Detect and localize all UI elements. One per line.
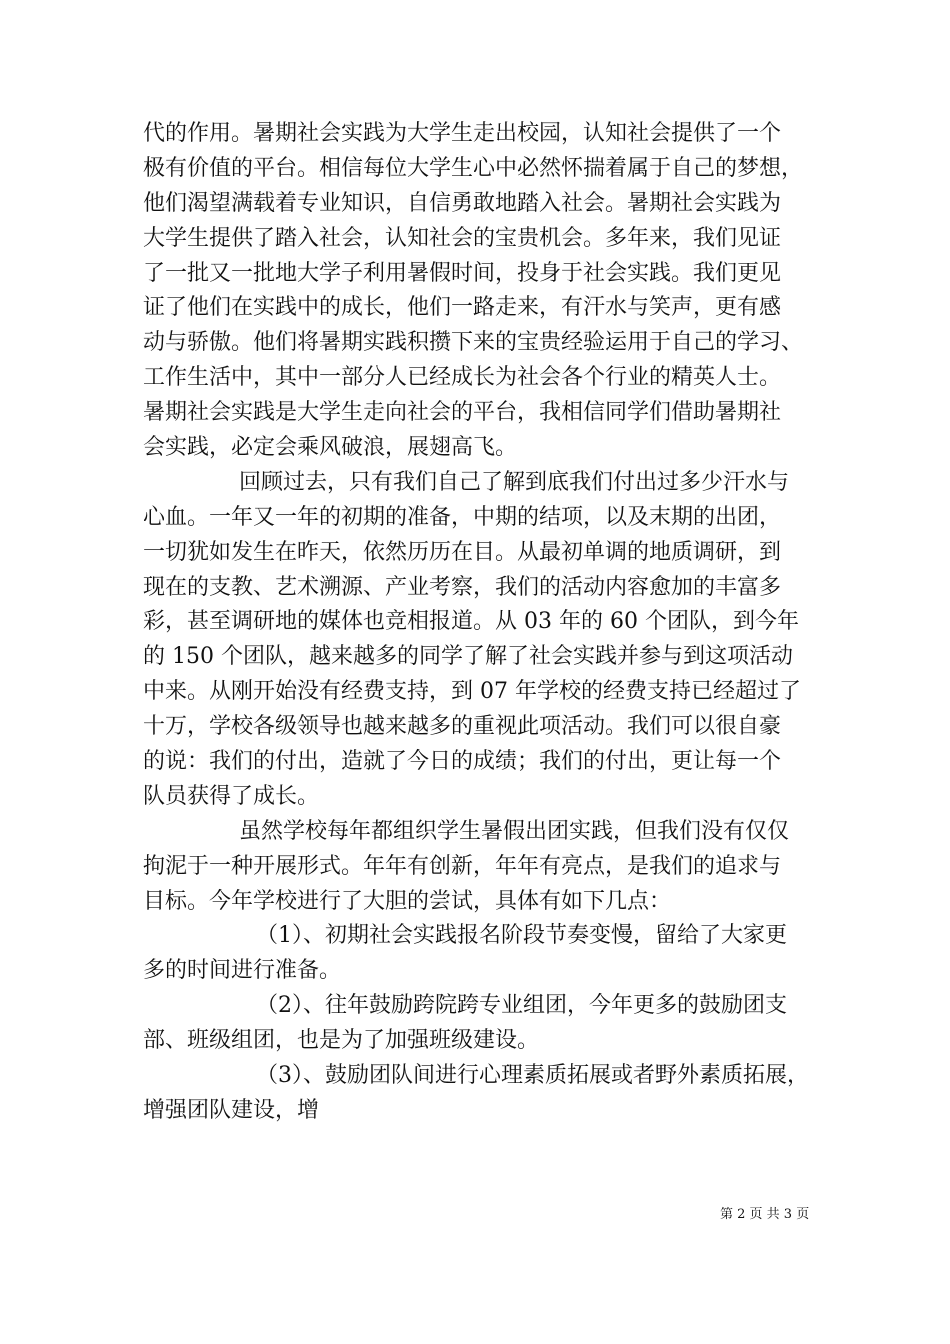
text-line: 部、班级组团，也是为了加强班级建设。 [143,1028,540,1054]
text-line: 多的时间进行准备。 [143,958,342,984]
text-line: 目标。今年学校进行了大胆的尝试，具体有如下几点： [143,888,672,914]
text-line: 工作生活中，其中一部分人已经成长为社会各个行业的精英人士。 [143,365,782,391]
text-line: 心血。一年又一年的初期的准备，中期的结项，以及末期的出团， [143,504,782,530]
text-line: 十万，学校各级领导也越来越多的重视此项活动。我们可以很自豪 [143,714,782,740]
list-item-first-line: （3）、鼓励团队间进行心理素质拓展或者野外素质拓展， [256,1063,809,1089]
text-line: 暑期社会实践是大学生走向社会的平台，我相信同学们借助暑期社 [143,400,782,426]
text-line: 彩，甚至调研地的媒体也竞相报道。从 03 年的 60 个团队，到今年 [143,609,799,635]
text-line: 动与骄傲。他们将暑期实践积攒下来的宝贵经验运用于自己的学习、 [143,330,804,356]
text-line: 的说：我们的付出，造就了今日的成绩；我们的付出，更让每一个 [143,749,782,775]
text-line: 代的作用。暑期社会实践为大学生走出校园，认知社会提供了一个 [143,121,782,146]
text-line: 增强团队建设，增 [143,1097,320,1123]
text-line: 的 150 个团队，越来越多的同学了解了社会实践并参与到这项活动 [143,644,793,670]
text-line: 证了他们在实践中的成长，他们一路走来，有汗水与笑声，更有感 [143,295,782,321]
text-line: 中来。从刚开始没有经费支持，到 07 年学校的经费支持已经超过了 [143,679,801,705]
text-line: 一切犹如发生在昨天，依然历历在目。从最初单调的地质调研，到 [143,539,782,565]
list-item-first-line: （1）、初期社会实践报名阶段节奏变慢，留给了大家更 [256,923,787,949]
text-line: 现在的支教、艺术溯源、产业考察，我们的活动内容愈加的丰富多 [143,574,782,600]
page-number: 第 2 页 共 3 页 [720,1207,810,1222]
text-line: 大学生提供了踏入社会，认知社会的宝贵机会。多年来，我们见证 [143,225,782,251]
page-footer [0,1206,950,1224]
text-line: 队员获得了成长。 [143,783,320,809]
paragraph-first-line: 虽然学校每年都组织学生暑假出团实践，但我们没有仅仅 [239,818,790,844]
list-item-first-line: （2）、往年鼓励跨院跨专业组团，今年更多的鼓励团支 [256,993,787,1019]
text-line: 极有价值的平台。相信每位大学生心中必然怀揣着属于自己的梦想， [143,155,804,181]
text-line: 他们渴望满载着专业知识，自信勇敢地踏入社会。暑期社会实践为 [143,190,782,216]
text-line: 拘泥于一种开展形式。年年有创新，年年有亮点，是我们的追求与 [143,853,782,879]
text-line: 了一批又一批地大学子利用暑假时间，投身于社会实践。我们更见 [143,260,782,286]
document-body [143,117,831,1129]
paragraph-first-line: 回顾过去，只有我们自己了解到底我们付出过多少汗水与 [239,469,790,495]
text-line: 会实践，必定会乘风破浪，展翅高飞。 [143,435,518,461]
